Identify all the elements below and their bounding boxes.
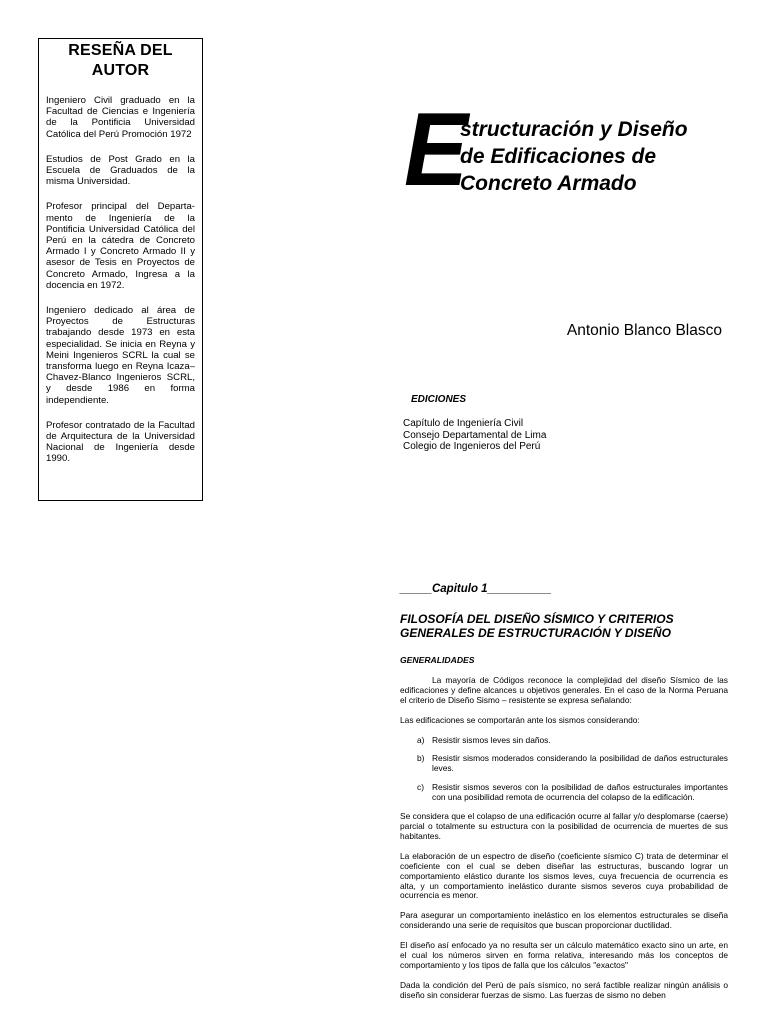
list-item: [417, 754, 728, 774]
list-item-text: Resistir sismos moderados considerando la posibilidad de daños estructurales leves.: [432, 753, 728, 774]
section-heading: GENERALIDADES: [400, 655, 475, 665]
publisher-line: Capítulo de Ingeniería Civil: [403, 418, 524, 429]
body-paragraph: La elaboración de un espectro de diseño (coeficiente sísmico C) trata de determinar el coeficiente con el cual se deben diseñar las estructuras, buscando lograr un comportamiento elástico durante los sismos leves, cuya frecuencia de ocurrencia es alta, y un comportamiento inelástico durante sismos severos cuya probabilidad de ocurrencia es menor.: [400, 850, 728, 901]
body-paragraph: El diseño así enfocado ya no resulta ser un cálculo matemático exacto sino un arte, en el cual los números sirven en forma relativa, interesando más los conceptos de comportamiento y los tipos de falla que los cálculos "exactos": [400, 940, 728, 970]
chapter-title: FILOSOFÍA DEL DISEÑO SÍSMICO Y CRITERIOS GENERALES DE ESTRUCTURACIÓN Y DISEÑO: [400, 612, 674, 640]
requirements-list: [400, 736, 728, 804]
list-marker: b): [417, 753, 425, 764]
chapter-body: [400, 656, 728, 1011]
book-title-line: de Edificaciones de: [460, 145, 657, 168]
list-item-text: Resistir sismos leves sin daños.: [432, 734, 551, 745]
book-title: [404, 92, 764, 208]
body-paragraph: [400, 676, 728, 706]
body-paragraph: Para asegurar un comportamiento inelástico en los elementos estructurales se diseña considerando una serie de requisitos que buscan proporcionar ductilidad.: [400, 910, 728, 931]
author-bio-paragraph: Ingeniero Civil graduado en la Facultad de Ciencias e Ingeniería de la Pontificia Universidad Católica del Perú Promoción 1972: [46, 95, 195, 140]
ediciones-label: EDICIONES: [411, 394, 467, 405]
list-item: [417, 736, 728, 746]
body-paragraph-text: La mayoría de Códigos reconoce la complejidad del diseño Sísmico de las edificaciones y define alcances u objetivos generales. En el caso de la Norma Peruana el criterio de Diseño Sismo – resistente se expresa señalando:: [400, 674, 728, 705]
publisher-line: Consejo Departamental de Lima: [403, 429, 547, 441]
list-item: [417, 783, 728, 803]
list-marker: a): [417, 734, 425, 745]
chapter-label: _____Capitulo 1__________: [400, 583, 552, 595]
author-bio-paragraph: Estudios de Post Grado en la Escuela de Graduados de la misma Universidad.: [46, 153, 195, 188]
book-author: Antonio Blanco Blasco: [566, 322, 722, 339]
list-item-text: Resistir sismos severos con la posibilidad de daños estructurales importantes con una posibilidad remota de ocurrencia del colapso de la edificación.: [432, 782, 728, 803]
body-paragraph: Dada la condición del Perú de país sísmico, no será factible realizar ningún análisis o diseño sin considerar fuerzas de sismo. Las fuerzas de sismo no deben: [400, 979, 728, 1000]
publisher-line: Colegio de Ingenieros del Perú: [403, 441, 541, 452]
publisher-info: [403, 418, 546, 453]
book-title-line: Concreto Armado: [460, 172, 637, 195]
list-marker: c): [417, 782, 424, 793]
author-bio-paragraph: Profesor contratado de la Facultad de Arquitectura de la Universidad Nacional de Ingeniería desde 1990.: [46, 419, 195, 465]
body-paragraph: Las edificaciones se comportarán ante los sismos considerando:: [400, 714, 640, 725]
author-bio-title: RESEÑA DEL AUTOR: [68, 42, 173, 79]
author-bio-box: [38, 38, 203, 501]
book-title-initial: E: [404, 92, 468, 208]
book-title-line: structuración y Diseño: [460, 118, 688, 141]
author-bio-paragraph: Profesor principal del Departa-mento de Ingeniería de la Pontificia Universidad Católica del Perú en la cátedra de Concreto Armado I y Concreto Armado II y asesor de Tesis en Proyectos de Concreto Armado, Ingresa a la docencia en 1972.: [46, 201, 195, 291]
body-paragraph: Se considera que el colapso de una edificación ocurre al fallar y/o desplomarse (caerse) parcial o totalmente su estructura con la posibilidad de ocurrencia de muertes de sus habitantes.: [400, 811, 728, 841]
author-bio-paragraph: Ingeniero dedicado al área de Proyectos de Estructuras trabajando desde 1973 en esta especialidad. Se inicia en Reyna y Meini Ingenieros SCRL la cual se transforma luego en Reyna Icaza–Chavez-Blanco Ingenieros SCRL, y desde 1986 en forma independiente.: [46, 305, 195, 406]
